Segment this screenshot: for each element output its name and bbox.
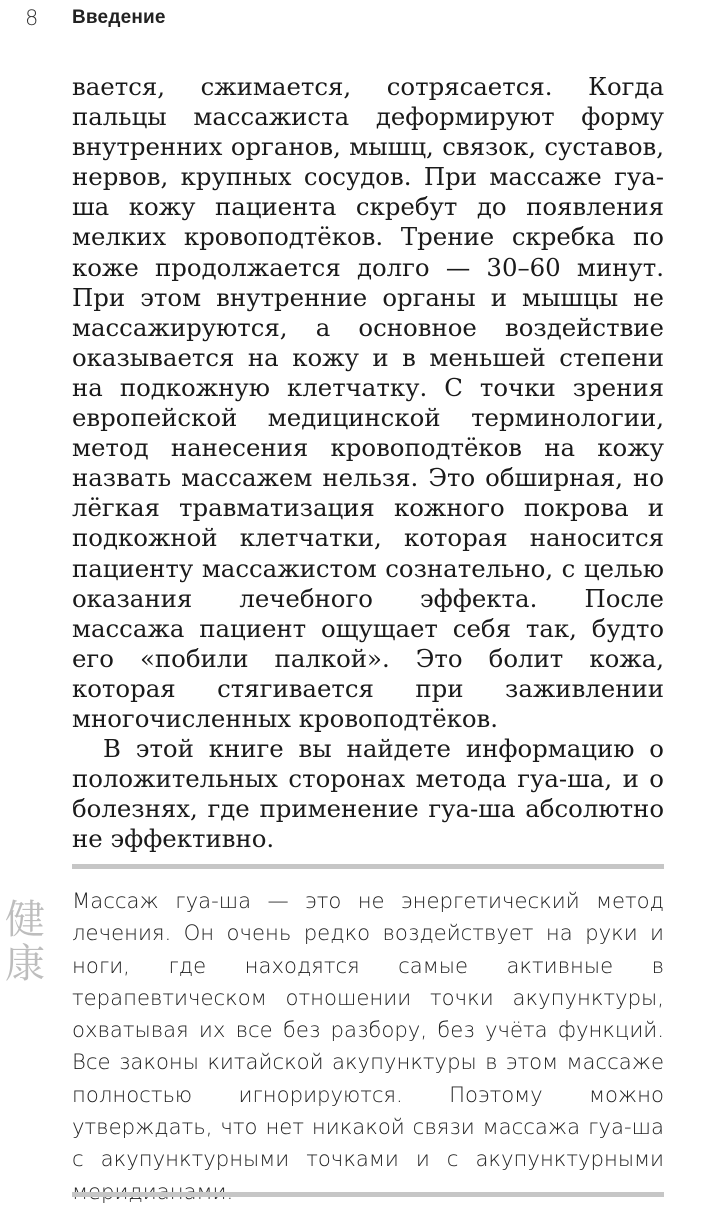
main-paragraph: вается, сжимается, сотрясается. Когда пальцы массажиста деформируют форму внутренних органов, мышц, связок, суставов, нервов, крупных сосудов. При массаже гуа-ша кожу пациента скребут до появления мелких кровоподтёков. Трение скребка по коже продолжается долго — 30–60 минут. При этом внутренние органы и мышцы не массажируются, а основное воздействие оказывается на кожу и в меньшей степени на подкожную клетчатку. С точки зрения европейской медицинской терминологии, метод нанесения кровоподтёков на кожу назвать массажем нельзя. Это обширная, но лёгкая травматизация кожного покрова и подкожной клетчатки, которая наносится пациенту массажистом сознательно, с целью оказания лечебного эффекта. После массажа пациент ощущает себя так, будто его «побили палкой». Это болит кожа, которая стягивается при заживлении многочисленных кровоподтёков. (72, 72, 664, 733)
sidebar-bottom-rule (72, 1192, 664, 1197)
calligraphy-char: 健 (5, 897, 45, 943)
sidebar-note: Массаж гуа-ша — это не энергетический метод лечения. Он очень редко воздействует на руки и ноги, где находятся самые активные в терапевтическом отношении точки акупунктуры, охватывая их все без разбору, без учёта функций. Все законы китайской акупунктуры в этом массаже полностью игнорируются. Поэтому можно утверждать, что нет никакой связи массажа гуа-ша с акупунктурными точками и с акупунктурными (72, 888, 664, 1172)
calligraphy-health-icon (0, 895, 50, 985)
main-paragraph: В этой книге вы найдете информацию о положительных сторонах метода гуа-ша, и о болезнях, где применение гуа-ша абсолютно не эффективно. (72, 734, 664, 854)
sidebar-top-rule (72, 864, 664, 869)
calligraphy-char: 康 (5, 941, 45, 985)
section-title: Введение (72, 7, 166, 28)
page-number: 8 (25, 6, 39, 30)
main-text (72, 72, 664, 854)
calligraphy-char-1 (5, 897, 45, 985)
calligraphy-decoration (0, 895, 50, 985)
